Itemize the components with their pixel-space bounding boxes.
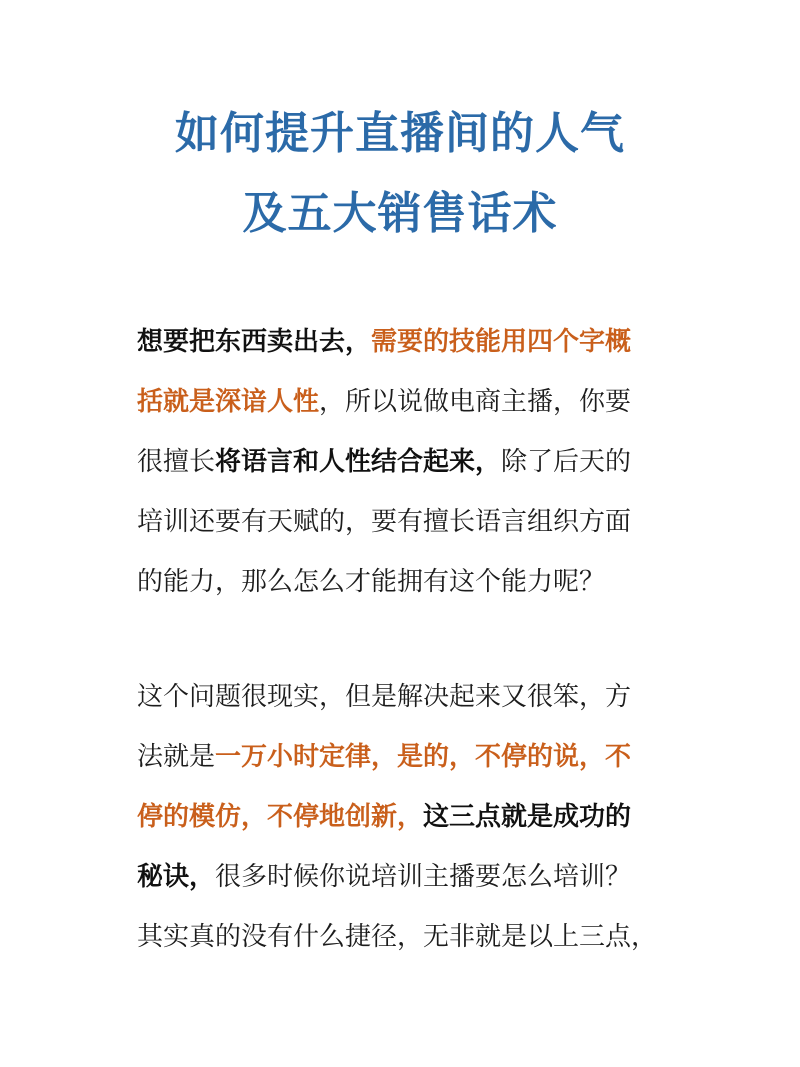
body-text: 除了后天的 <box>501 447 632 477</box>
bold-text: 想要把东西卖出去， <box>137 327 372 357</box>
paragraph-1 <box>137 312 677 612</box>
body-text: 很擅长 <box>137 447 216 477</box>
paragraph-1-line-3 <box>137 432 677 492</box>
body-text: 的能力，那么怎么才能拥有这个能力呢？ <box>137 567 606 597</box>
highlight-text: 括就是深谙人性 <box>137 387 320 417</box>
paragraph-2 <box>137 667 677 967</box>
paragraph-1-line-2 <box>137 372 677 432</box>
paragraph-2-line-2 <box>137 727 677 787</box>
body-text: 法就是 <box>137 742 216 772</box>
page-title-line-2: 及五大销售话术 <box>242 188 558 239</box>
paragraph-2-line-1 <box>137 667 677 727</box>
highlight-text: 停的模仿，不停地创新， <box>137 802 424 832</box>
highlight-text: 需要的技能用四个字概 <box>371 327 632 357</box>
body-text: 这个问题很现实，但是解决起来又很笨，方 <box>137 682 632 712</box>
bold-text: 将语言和人性结合起来， <box>215 447 502 477</box>
paragraph-2-line-4 <box>137 847 677 907</box>
highlight-text: 一万小时定律，是的，不停的说，不 <box>215 742 632 772</box>
body-text: 培训还要有天赋的，要有擅长语言组织方面 <box>137 507 632 537</box>
paragraph-1-line-5 <box>137 552 677 612</box>
bold-text: 秘诀， <box>137 862 216 892</box>
body-text: ，所以说做电商主播，你要 <box>319 387 632 417</box>
body-text: 很多时候你说培训主播要怎么培训？ <box>215 862 632 892</box>
paragraph-1-line-1 <box>137 312 677 372</box>
page-title-line-1: 如何提升直播间的人气 <box>175 108 625 159</box>
paragraph-1-line-4 <box>137 492 677 552</box>
paragraph-2-line-5 <box>137 907 677 967</box>
body-text: 其实真的没有什么捷径，无非就是以上三点， <box>137 922 658 952</box>
bold-text: 这三点就是成功的 <box>423 802 632 832</box>
paragraph-2-line-3 <box>137 787 677 847</box>
